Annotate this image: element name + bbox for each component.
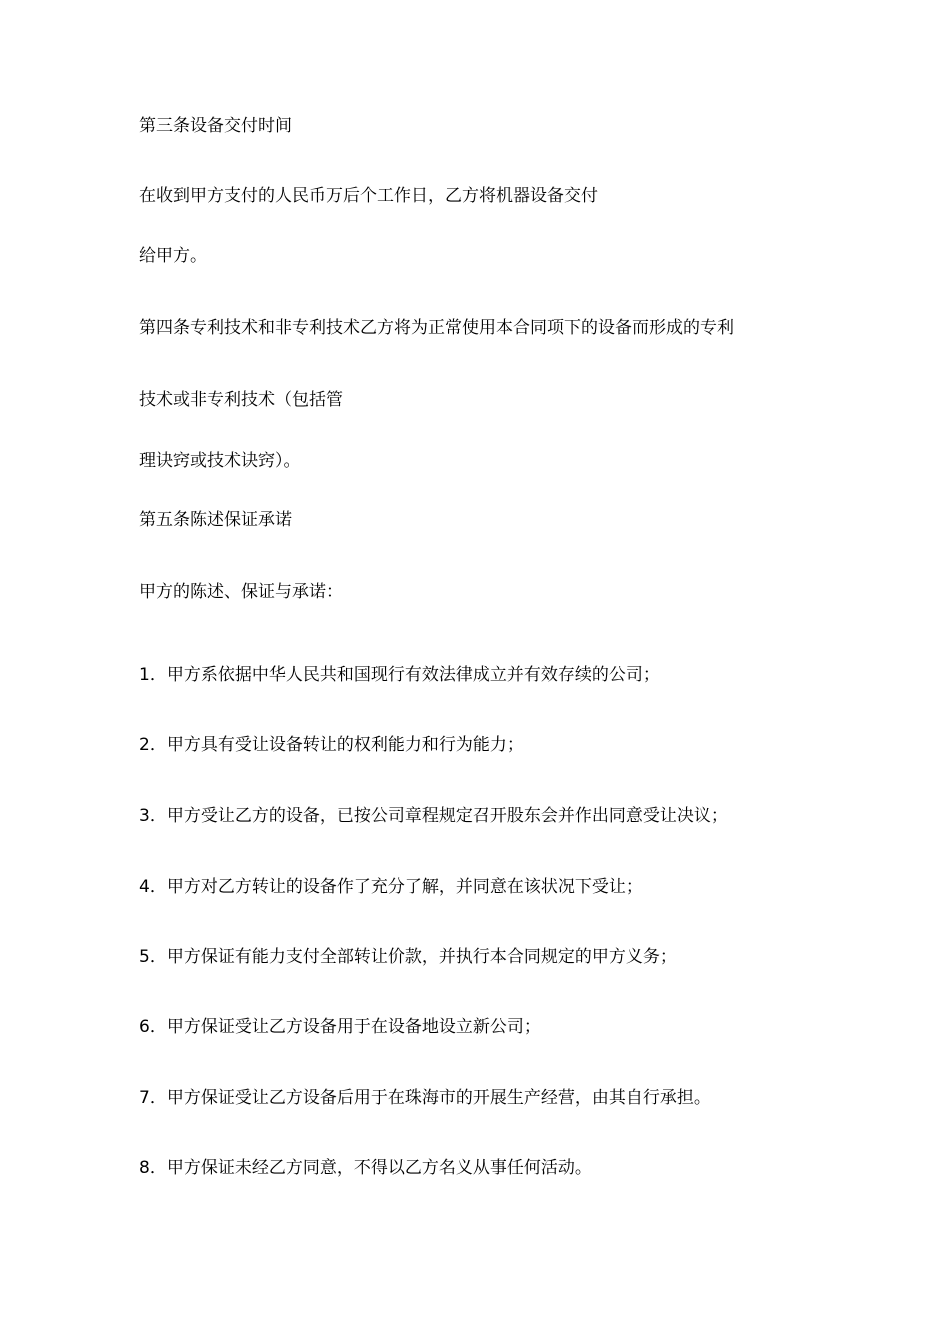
list-item-8: 8．甲方保证未经乙方同意，不得以乙方名义从事任何活动。 <box>139 1158 592 1178</box>
list-item-5: 5．甲方保证有能力支付全部转让价款，并执行本合同规定的甲方义务； <box>139 947 677 967</box>
article-5-heading: 第五条陈述保证承诺 <box>139 510 292 530</box>
list-item-7: 7．甲方保证受让乙方设备后用于在珠海市的开展生产经营，由其自行承担。 <box>139 1088 711 1108</box>
list-item-3: 3．甲方受让乙方的设备，已按公司章程规定召开股东会并作出同意受让决议； <box>139 806 728 826</box>
list-item-1: 1．甲方系依据中华人民共和国现行有效法律成立并有效存续的公司； <box>139 665 660 685</box>
article-4-line-3: 理诀窍或技术诀窍）。 <box>139 451 301 471</box>
list-item-2: 2．甲方具有受让设备转让的权利能力和行为能力； <box>139 735 524 755</box>
article-4-line-2: 技术或非专利技术（包括管 <box>139 390 343 410</box>
article-3-body-line-1: 在收到甲方支付的人民币万后个工作日，乙方将机器设备交付 <box>139 186 598 206</box>
article-3-body-line-2: 给甲方。 <box>139 246 207 266</box>
list-item-6: 6．甲方保证受让乙方设备用于在设备地设立新公司； <box>139 1017 541 1037</box>
list-item-4: 4．甲方对乙方转让的设备作了充分了解，并同意在该状况下受让； <box>139 877 643 897</box>
party-a-intro: 甲方的陈述、保证与承诺： <box>139 582 343 602</box>
article-4-line-1: 第四条专利技术和非专利技术乙方将为正常使用本合同项下的设备而形成的专利 <box>139 318 734 338</box>
article-3-heading: 第三条设备交付时间 <box>139 116 292 136</box>
